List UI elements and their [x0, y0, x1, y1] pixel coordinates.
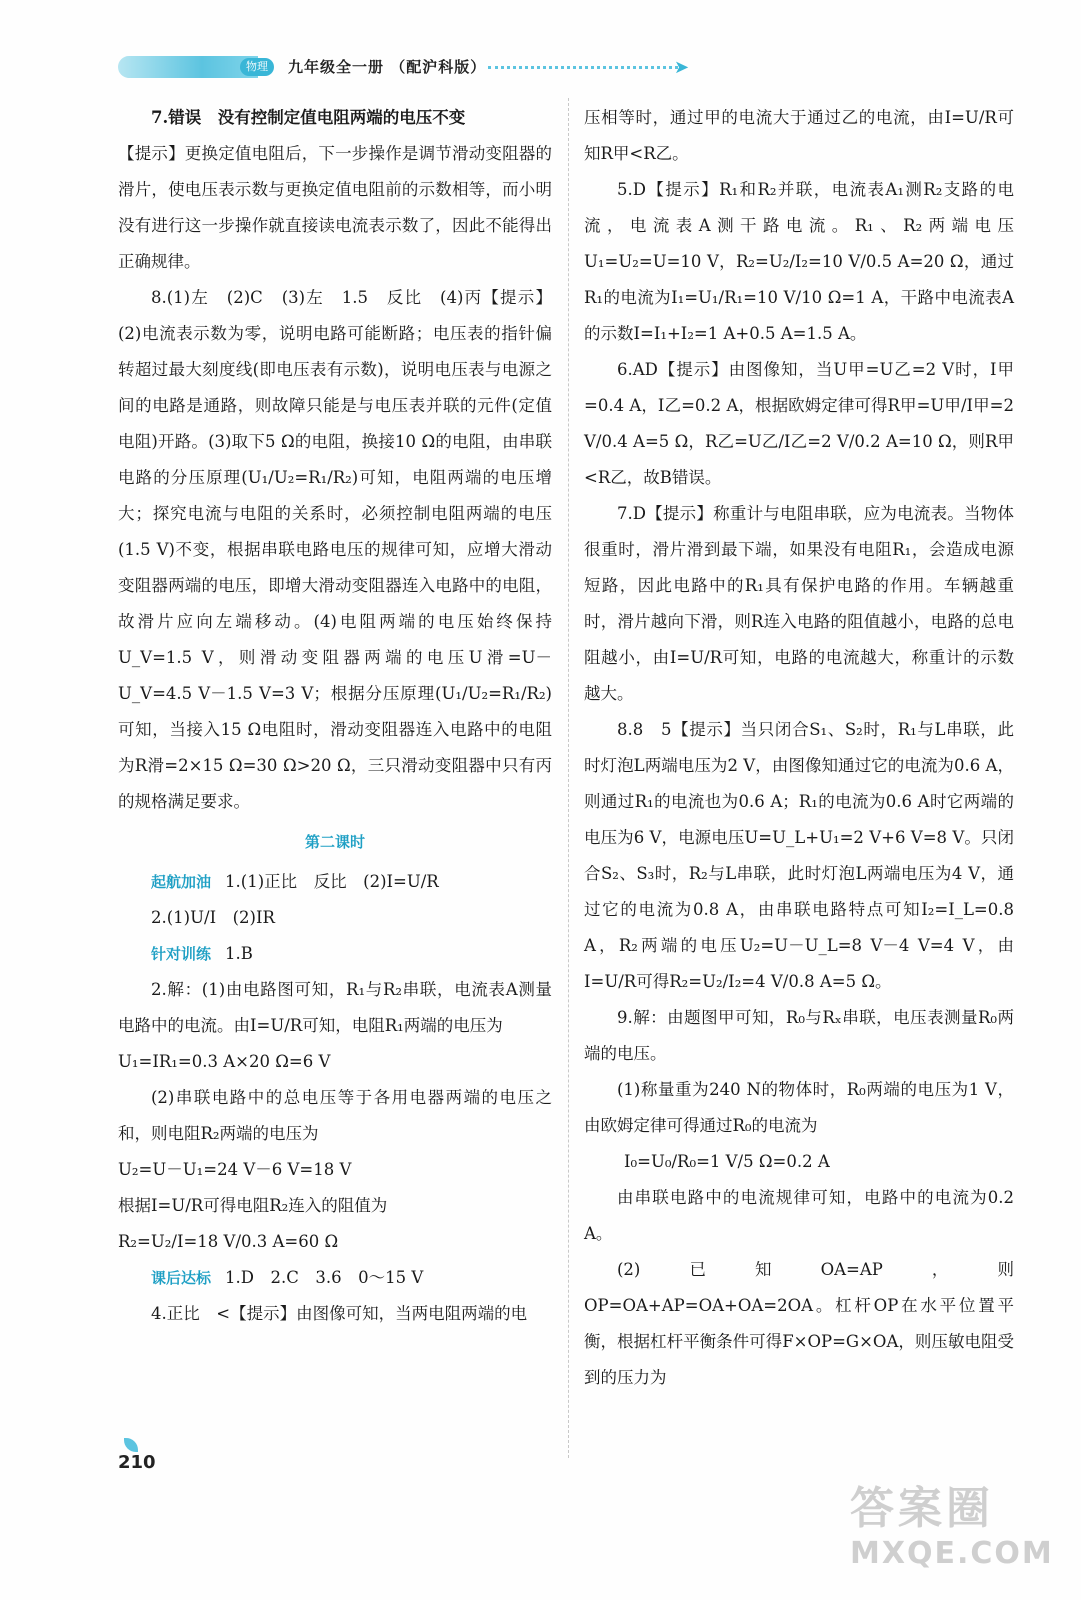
zhendui-answer-2a: 2.解：(1)由电路图可知，R₁与R₂串联，电流表A测量电路中的电流。由I=U/R可知，电阻R₁两端的电压为 — [118, 980, 552, 1035]
watermark — [850, 1483, 1054, 1584]
zhendui-answer-2f: R₂=U₂/I=18 V/0.3 A=60 Ω — [118, 1232, 339, 1251]
arrow-right-icon: ➤ — [674, 57, 690, 78]
answer-9a: 9.解：由题图甲可知，R₀与Rₓ串联，电压表测量R₀两端的电压。 — [584, 1008, 1014, 1063]
answer-5: 5.D【提示】R₁和R₂并联，电流表A₁测R₂支路的电流，电流表A测干路电流。R₁、R₂两端电压U₁=U₂=U=10 V，R₂=U₂/I₂=10 V/0.5 A=20 Ω，通过R₁的电流为I₁=U₁/R₁=10 V/10 Ω=1 A，干路中电流表A的示数I=I₁+I₂=1 A+0.5 A=1.5 A。 — [584, 180, 1014, 343]
watermark-logo-text: 答案圈 — [850, 1483, 994, 1534]
answer-9b: (1)称量重为240 N的物体时，R₀两端的电压为1 V，由欧姆定律可得通过R₀的电流为 — [584, 1080, 1014, 1135]
section-title: 第二课时 — [304, 833, 365, 851]
kehou-answers-1-3: 1.D 2.C 3.6 0～15 V — [225, 1268, 424, 1287]
page-number: 210 — [118, 1452, 156, 1473]
qihang-answer-1: 1.(1)正比 反比 (2)I=U/R — [225, 872, 439, 891]
zhendui-answer-2d: U₂=U－U₁=24 V－6 V=18 V — [118, 1160, 352, 1179]
qihang-answer-2: 2.(1)U/I (2)IR — [151, 908, 275, 927]
left-column — [118, 100, 552, 1332]
answer-9d: 由串联电路中的电流规律可知，电路中的电流为0.2 A。 — [584, 1188, 1014, 1243]
answer-7: 7.D【提示】称重计与电阻串联，应为电流表。当物体很重时，滑片滑到最下端，如果没有电阻R₁，会造成电源短路，因此电路中的R₁具有保护电路的作用。车辆越重时，滑片越向下滑，则R连入电路的阻值越小，电路的总电阻越小，由I=U/R可知，电路的电流越大，称重计的示数越大。 — [584, 504, 1014, 703]
answer-6: 6.AD【提示】由图像知，当U甲=U乙=2 V时，I甲=0.4 A，I乙=0.2 A，根据欧姆定律可得R甲=U甲/I甲=2 V/0.4 A=5 Ω，R乙=U乙/I乙=2 V/0.2 A=10 Ω，则R甲<R乙，故B错误。 — [584, 360, 1014, 487]
kehou-tag: 课后达标 — [151, 1269, 212, 1287]
zhendui-answer-2b: U₁=IR₁=0.3 A×20 Ω=6 V — [118, 1052, 331, 1071]
zhendui-tag: 针对训练 — [151, 945, 212, 963]
header-ribbon — [118, 56, 258, 78]
leaf-icon — [124, 1438, 138, 1452]
answer-4-continued: 压相等时，通过甲的电流大于通过乙的电流，由I=U/R可知R甲<R乙。 — [584, 108, 1014, 163]
zhendui-answer-2e: 根据I=U/R可得电阻R₂连入的阻值为 — [118, 1196, 388, 1215]
right-column — [584, 100, 1014, 1396]
qihang-tag: 起航加油 — [151, 873, 212, 891]
kehou-answer-4: 4.正比 <【提示】由图像可知，当两电阻两端的电 — [151, 1304, 528, 1323]
header-dotted-line — [488, 66, 678, 69]
watermark-url: MXQE.COM — [850, 1536, 1054, 1571]
zhendui-answer-1: 1.B — [225, 944, 253, 963]
answer-7-hint: 【提示】更换定值电阻后，下一步操作是调节滑动变阻器的滑片，使电压表示数与更换定值电阻前的示数相等，而小明没有进行这一步操作就直接读电流表示数了，因此不能得出正确规律。 — [118, 144, 552, 271]
book-title: 九年级全一册 （配沪科版） — [288, 58, 487, 76]
answer-8: 8.(1)左 (2)C (3)左 1.5 反比 (4)丙【提示】(2)电流表示数为零，说明电路可能断路；电压表的指针偏转超过最大刻度线(即电压表有示数)，说明电压表与电源之间的电路是通路，则故障只能是与电压表并联的元件(定值电阻)开路。(3)取下5 Ω的电阻，换接10 Ω的电阻，由串联电路的分压原理(U₁/U₂=R₁/R₂)可知，电阻两端的电压增大；探究电流与电阻的关系时，必须控制电阻两端的电压(1.5 V)不变，根据串联电路电压的规律可知，应增大滑动变阻器两端的电压，即增大滑动变阻器连入电路中的电阻，故滑片应向左端移动。(4)电阻两端的电压始终保持U_V=1.5 V，则滑动变阻器两端的电压U滑=U－U_V=4.5 V－1.5 V=3 V；根据分压原理(U₁/U₂=R₁/R₂)可知，当接入15 Ω电阻时，滑动变阻器连入电路中的电阻为R滑=2×15 Ω=30 Ω>20 Ω，三只滑动变阻器中只有丙的规格满足要求。 — [118, 288, 552, 811]
answer-7-title: 7.错误 没有控制定值电阻两端的电压不变 — [151, 108, 466, 127]
answer-8: 8.8 5【提示】当只闭合S₁、S₂时，R₁与L串联，此时灯泡L两端电压为2 V，由图像知通过它的电流为0.6 A，则通过R₁的电流也为0.6 A；R₁的电流为0.6 A时它两端的电压为6 V，电源电压U=U_L+U₁=2 V+6 V=8 V。只闭合S₂、S₃时，R₂与L串联，此时灯泡L两端电压为4 V，通过它的电流为0.8 A，由串联电路特点可知I₂=I_L=0.8 A，R₂两端的电压U₂=U－U_L=8 V－4 V=4 V，由I=U/R可得R₂=U₂/I₂=4 V/0.8 A=5 Ω。 — [584, 720, 1014, 991]
page-header — [118, 46, 738, 86]
answer-9e: (2)已知OA=AP，则OP=OA+AP=OA+OA=2OA。杠杆OP在水平位置平衡，根据杠杆平衡条件可得F×OP=G×OA，则压敏电阻受到的压力为 — [584, 1260, 1014, 1387]
column-divider — [568, 98, 569, 1458]
subject-badge: 物理 — [240, 58, 274, 76]
answer-9c: I₀=U₀/R₀=1 V/5 Ω=0.2 A — [624, 1152, 830, 1171]
zhendui-answer-2c: (2)串联电路中的总电压等于各用电器两端的电压之和，则电阻R₂两端的电压为 — [118, 1088, 552, 1143]
